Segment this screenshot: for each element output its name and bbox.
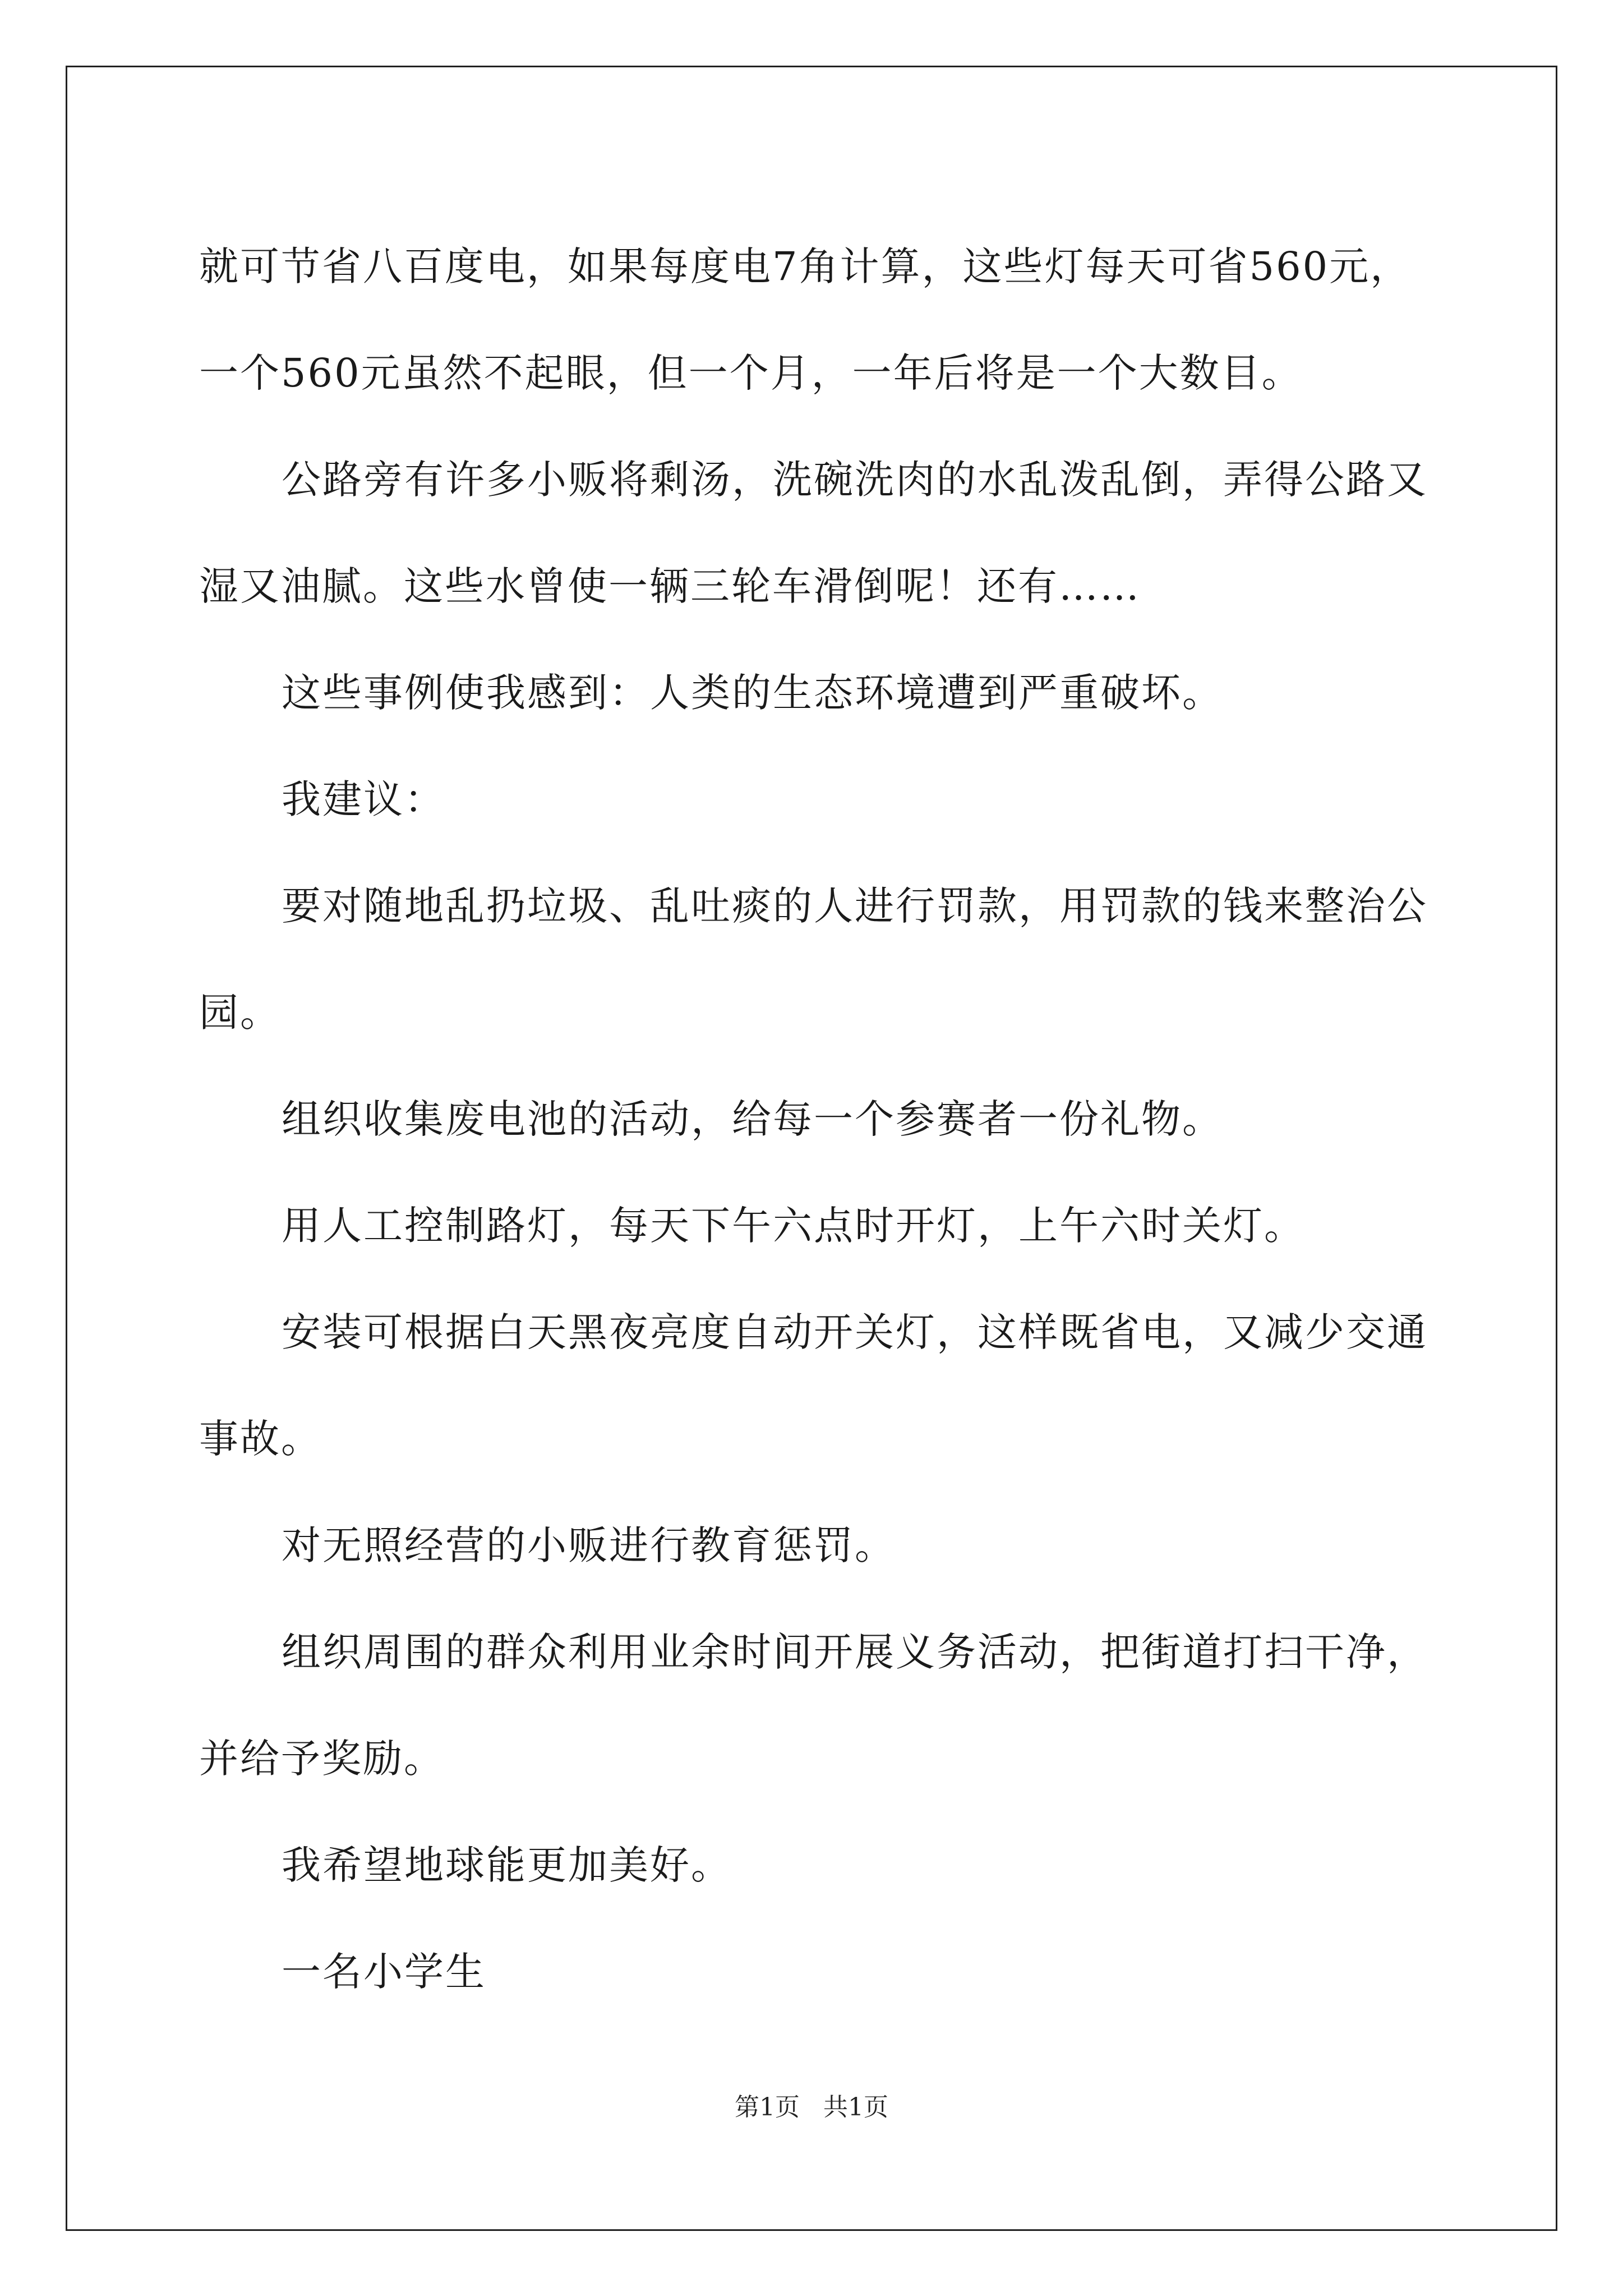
paragraph-10: 组织周围的群众利用业余时间开展义务活动，把街道打扫干净，并给予奖励。: [199, 1629, 1428, 1782]
paragraph-1: 就可节省八百度电，如果每度电7角计算，这些灯每天可省560元，一个560元虽然不起眼，但一个月，一年后将是一个大数目。: [199, 243, 1412, 396]
paragraph-5: 要对随地乱扔垃圾、乱吐痰的人进行罚款，用罚款的钱来整治公园。: [199, 883, 1428, 1036]
paragraph-3: 这些事例使我感到：人类的生态环境遭到严重破坏。: [282, 670, 1223, 716]
paragraph-11: 我希望地球能更加美好。: [282, 1842, 732, 1888]
signature-line: 一名小学生: [282, 1949, 486, 1995]
page-total: 共1页: [823, 2093, 888, 2122]
paragraph-2: 公路旁有许多小贩将剩汤，洗碗洗肉的水乱泼乱倒，弄得公路又湿又油腻。这些水曾使一辆三轮车滑倒呢！还有……: [199, 457, 1428, 609]
paragraph-4: 我建议：: [282, 776, 445, 822]
page-footer: [0, 2087, 1623, 2123]
page-number: 第1页: [735, 2093, 800, 2122]
paragraph-7: 用人工控制路灯，每天下午六点时开灯，上午六时关灯。: [282, 1203, 1305, 1249]
paragraph-8: 安装可根据白天黑夜亮度自动开关灯，这样既省电，又减少交通事故。: [199, 1309, 1428, 1462]
paragraph-9: 对无照经营的小贩进行教育惩罚。: [282, 1522, 896, 1568]
paragraph-6: 组织收集废电池的活动，给每一个参赛者一份礼物。: [282, 1096, 1223, 1142]
document-body: [199, 213, 1433, 2025]
